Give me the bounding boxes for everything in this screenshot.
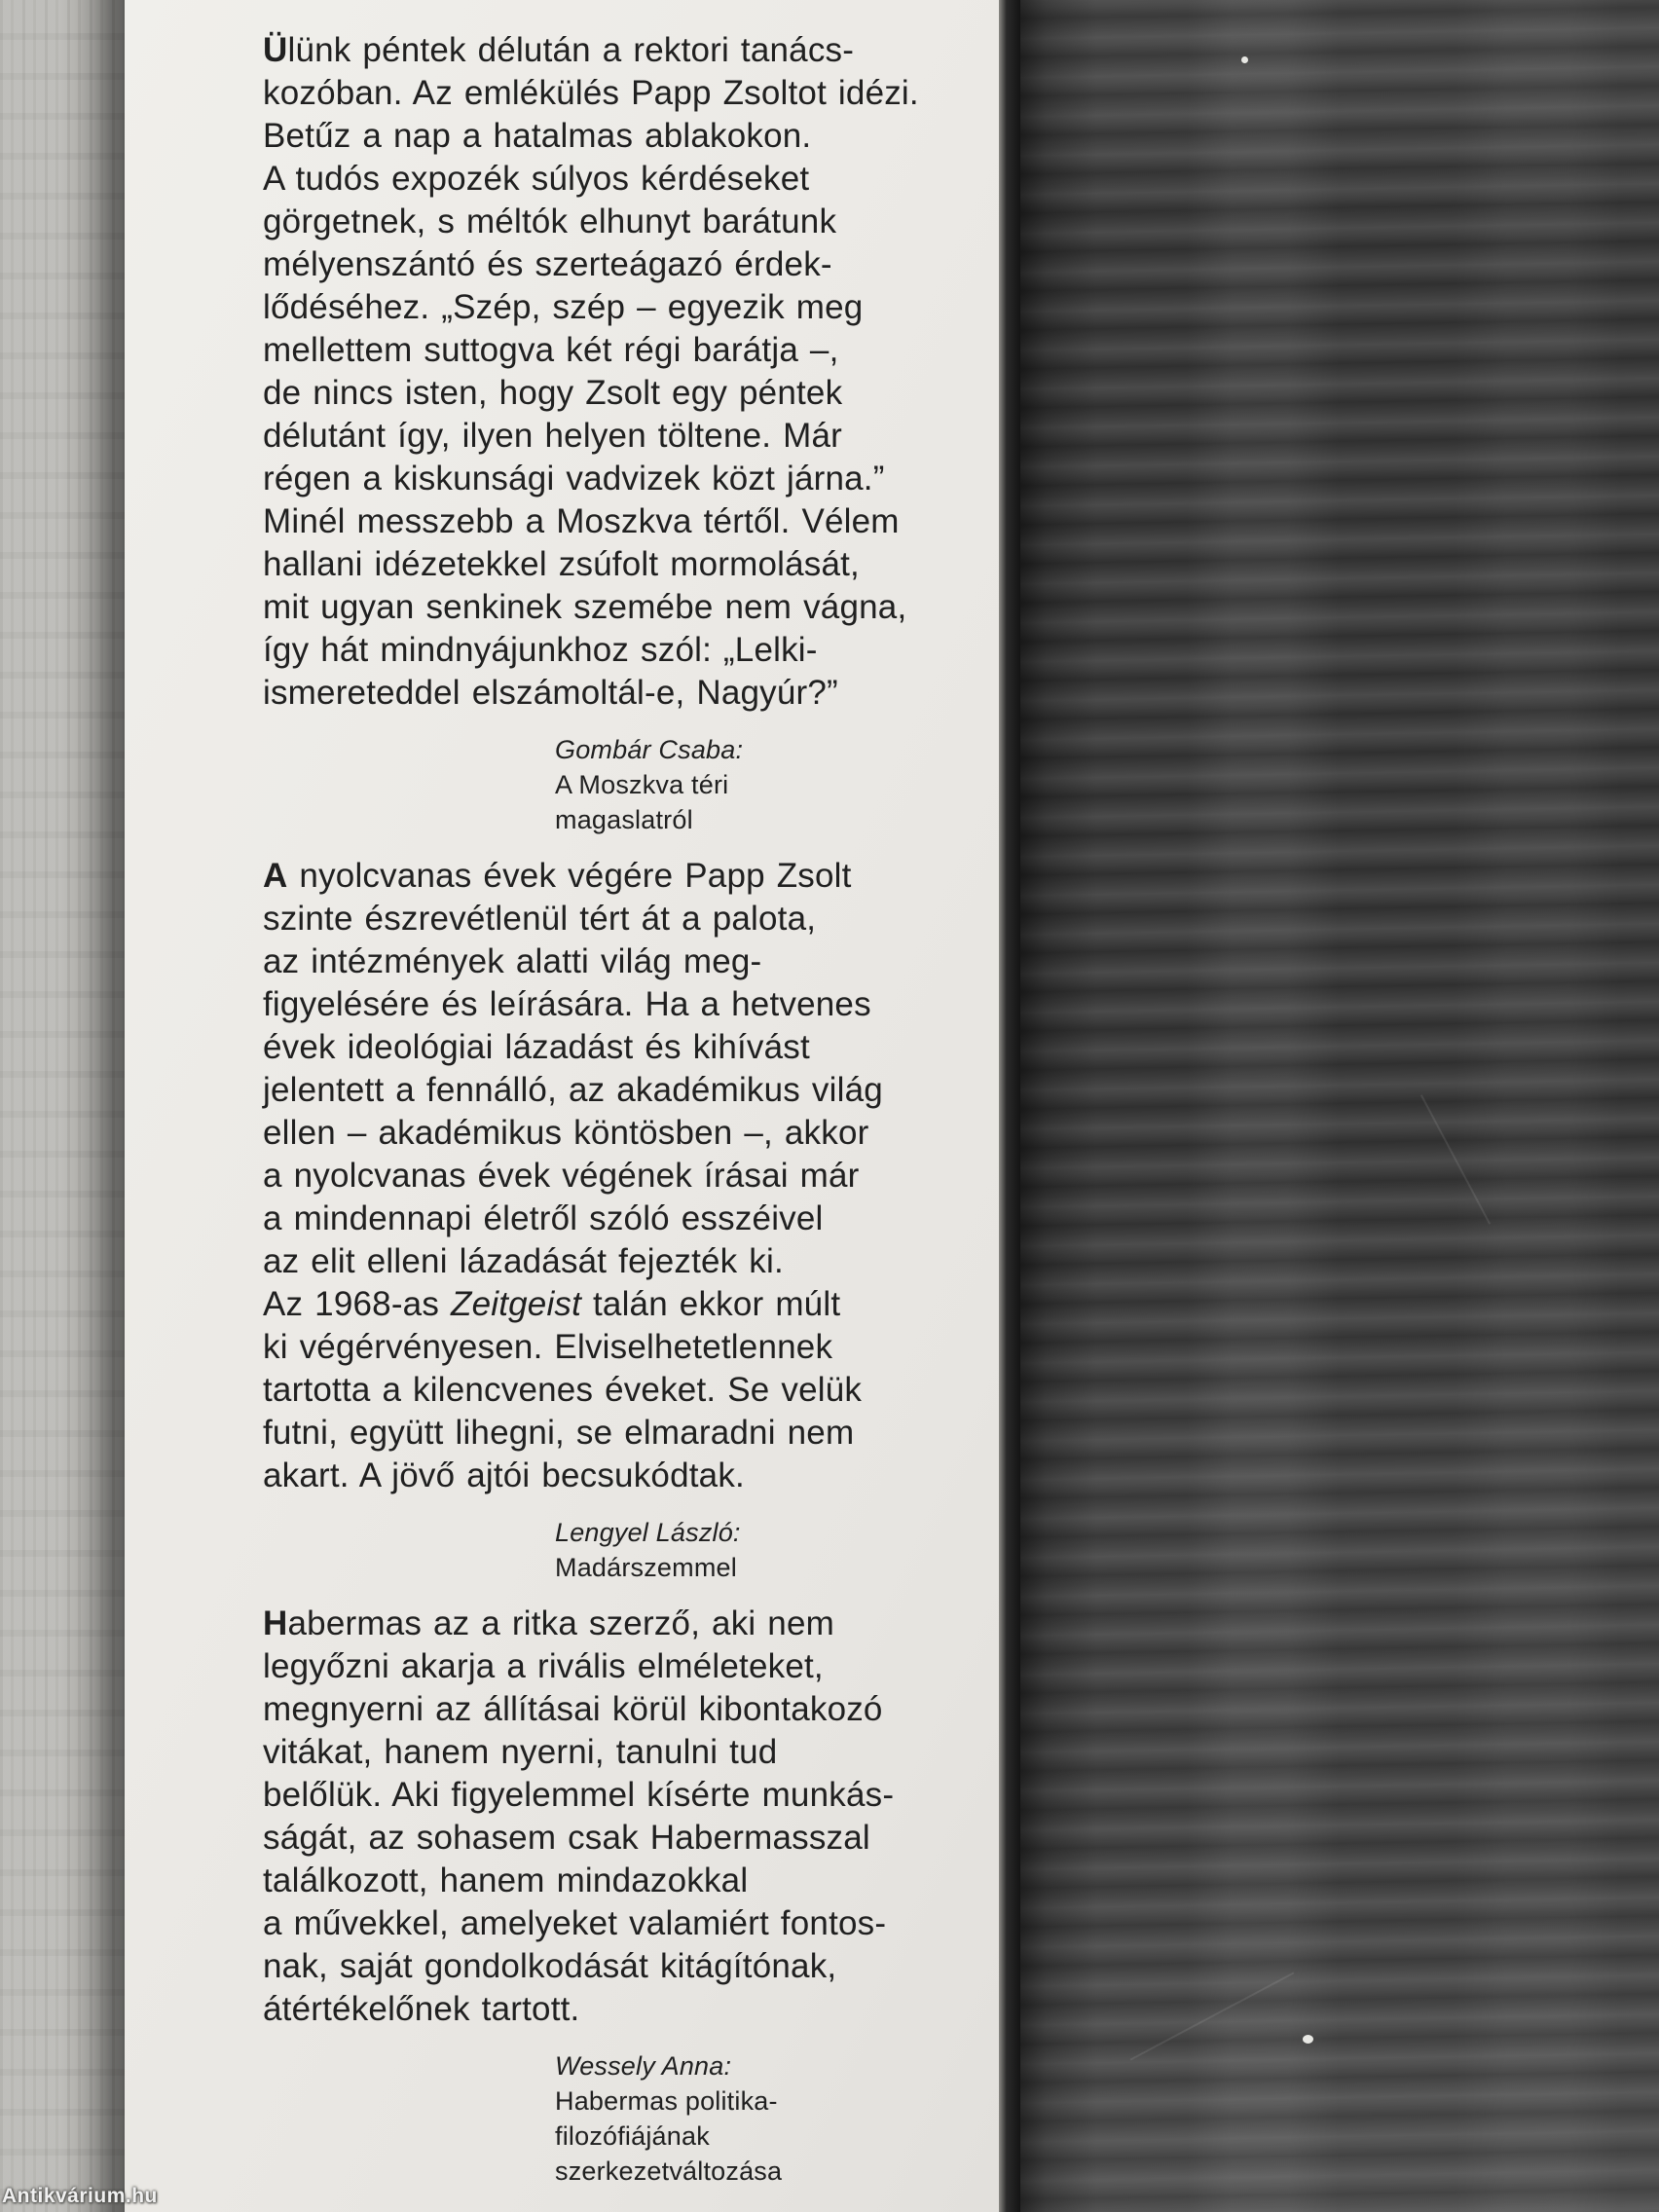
line-text: mit ugyan senkinek szemébe nem vágna, (263, 588, 907, 626)
text-line (263, 1603, 925, 1645)
dust-speck (1241, 56, 1248, 63)
text-line (263, 1902, 925, 1945)
line-text: lünk péntek délután a rektori tanács- (287, 31, 855, 69)
line-text: akart. A jövő ajtói becsukódtak. (263, 1456, 745, 1494)
line-text: jelentett a fennálló, az akadémikus világ (263, 1071, 883, 1109)
text-line (263, 1369, 925, 1412)
line-text: a nyolcvanas évek végének írásai már (263, 1157, 860, 1195)
line-text: nak, saját gondolkodását kitágítónak, (263, 1947, 837, 1985)
text-line (263, 201, 925, 243)
paragraph (263, 855, 925, 1497)
text-line (263, 1283, 925, 1326)
text-line (263, 158, 925, 201)
attribution-title-line: A Moszkva téri (555, 770, 729, 799)
line-text: az intézmények alatti világ meg- (263, 942, 762, 980)
italic-word: Zeitgeist (450, 1285, 582, 1323)
line-text: ságát, az sohasem csak Habermasszal (263, 1819, 870, 1857)
dust-speck (1303, 2035, 1313, 2044)
text-line (263, 1774, 925, 1817)
attribution (555, 1515, 925, 1585)
text-column (263, 29, 925, 2206)
book-edge-strip (0, 0, 125, 2212)
lead-letter: A (263, 857, 288, 895)
text-line (263, 286, 925, 329)
line-text: évek ideológiai lázadást és kihívást (263, 1028, 810, 1066)
line-text: a művekkel, amelyeket valamiért fontos- (263, 1904, 887, 1942)
text-line (263, 115, 925, 158)
text-line (263, 1945, 925, 1988)
line-text: régen a kiskunsági vadvizek közt járna.” (263, 460, 885, 498)
text-line (263, 29, 925, 72)
text-line (263, 543, 925, 586)
text-line (263, 1817, 925, 1860)
line-text: vitákat, hanem nyerni, tanulni tud (263, 1733, 778, 1771)
attribution-title-line: szerkezetváltozása (555, 2157, 783, 2186)
line-text: délutánt így, ilyen helyen töltene. Már (263, 417, 842, 455)
line-text: így hát mindnyájunkhoz szól: „Lelki- (263, 631, 818, 669)
lead-letter: Ü (263, 31, 288, 69)
text-line (263, 372, 925, 415)
line-text: ellen – akadémikus köntösben –, akkor (263, 1114, 869, 1152)
line-text: görgetnek, s méltók elhunyt barátunk (263, 203, 837, 240)
text-line (263, 1988, 925, 2031)
text-line (263, 855, 925, 898)
attribution-author (555, 2048, 925, 2083)
text-line (263, 243, 925, 286)
attribution-author-name: Wessely Anna: (555, 2051, 732, 2081)
text-line (263, 586, 925, 629)
text-line (263, 1688, 925, 1731)
attribution-title-line: Habermas politika- (555, 2086, 778, 2116)
line-text: futni, együtt lihegni, se elmaradni nem (263, 1414, 855, 1452)
text-line (263, 983, 925, 1026)
attribution-author-name: Lengyel László: (555, 1518, 741, 1547)
line-text: A tudós expozék súlyos kérdéseket (263, 160, 810, 198)
line-text: mélyenszántó és szerteágazó érdek- (263, 245, 832, 283)
text-line (263, 1026, 925, 1069)
line-text: Az 1968-as (263, 1285, 451, 1323)
text-line (263, 500, 925, 543)
attribution (555, 732, 925, 837)
attribution (555, 2048, 925, 2189)
text-line (263, 1860, 925, 1902)
line-text: átértékelőnek tartott. (263, 1990, 580, 2028)
text-line (263, 1731, 925, 1774)
line-text: megnyerni az állításai körül kibontakozó (263, 1690, 883, 1728)
line-text: belőlük. Aki figyelemmel kísérte munkás- (263, 1776, 895, 1814)
attribution-title-line: Madárszemmel (555, 1553, 737, 1582)
text-line (263, 1155, 925, 1198)
text-line (263, 940, 925, 983)
line-text: tartotta a kilencvenes éveket. Se velük (263, 1371, 863, 1409)
attribution-author-name: Gombár Csaba: (555, 735, 744, 764)
paragraph (263, 29, 925, 715)
text-line (263, 672, 925, 715)
text-line (263, 1326, 925, 1369)
watermark: Antikvárium.hu (2, 2185, 158, 2207)
text-line (263, 1412, 925, 1455)
text-line (263, 898, 925, 940)
text-line (263, 1455, 925, 1497)
line-text: lődéséhez. „Szép, szép – egyezik meg (263, 288, 864, 326)
line-text: szinte észrevétlenül tért át a palota, (263, 900, 817, 938)
paragraph (263, 1603, 925, 2031)
attribution-author (555, 732, 925, 767)
attribution-title-line: filozófiájának (555, 2121, 710, 2151)
text-line (263, 1645, 925, 1688)
line-text: figyelésére és leírására. Ha a hetvenes (263, 985, 871, 1023)
text-line (263, 1069, 925, 1112)
line-text: de nincs isten, hogy Zsolt egy péntek (263, 374, 843, 412)
line-text: legyőzni akarja a rivális elméleteket, (263, 1647, 824, 1685)
text-line (263, 458, 925, 500)
line-text: ismereteddel elszámoltál-e, Nagyúr?” (263, 674, 838, 712)
attribution-author (555, 1515, 925, 1550)
line-text: talán ekkor múlt (581, 1285, 841, 1323)
page-fold-shadow (999, 0, 1020, 2212)
text-line (263, 1112, 925, 1155)
line-text: találkozott, hanem mindazokkal (263, 1862, 749, 1899)
attribution-title-line: magaslatról (555, 805, 693, 834)
line-text: hallani idézetekkel zsúfolt mormolását, (263, 545, 860, 583)
line-text: Betűz a nap a hatalmas ablakokon. (263, 117, 812, 155)
line-text: nyolcvanas évek végére Papp Zsolt (287, 857, 852, 895)
text-line (263, 1198, 925, 1240)
text-line (263, 415, 925, 458)
cover-fabric (1020, 0, 1659, 2212)
text-line (263, 1240, 925, 1283)
line-text: ki végérvényesen. Elviselhetetlennek (263, 1328, 833, 1366)
text-line (263, 72, 925, 115)
line-text: abermas az a ritka szerző, aki nem (287, 1604, 834, 1642)
line-text: az elit elleni lázadását fejezték ki. (263, 1242, 784, 1280)
line-text: mellettem suttogva két régi barátja –, (263, 331, 839, 369)
text-line (263, 629, 925, 672)
line-text: kozóban. Az emlékülés Papp Zsoltot idézi. (263, 74, 919, 112)
line-text: a mindennapi életről szóló esszéivel (263, 1199, 824, 1237)
text-line (263, 329, 925, 372)
line-text: Minél messzebb a Moszkva tértől. Vélem (263, 502, 900, 540)
lead-letter: H (263, 1604, 288, 1642)
